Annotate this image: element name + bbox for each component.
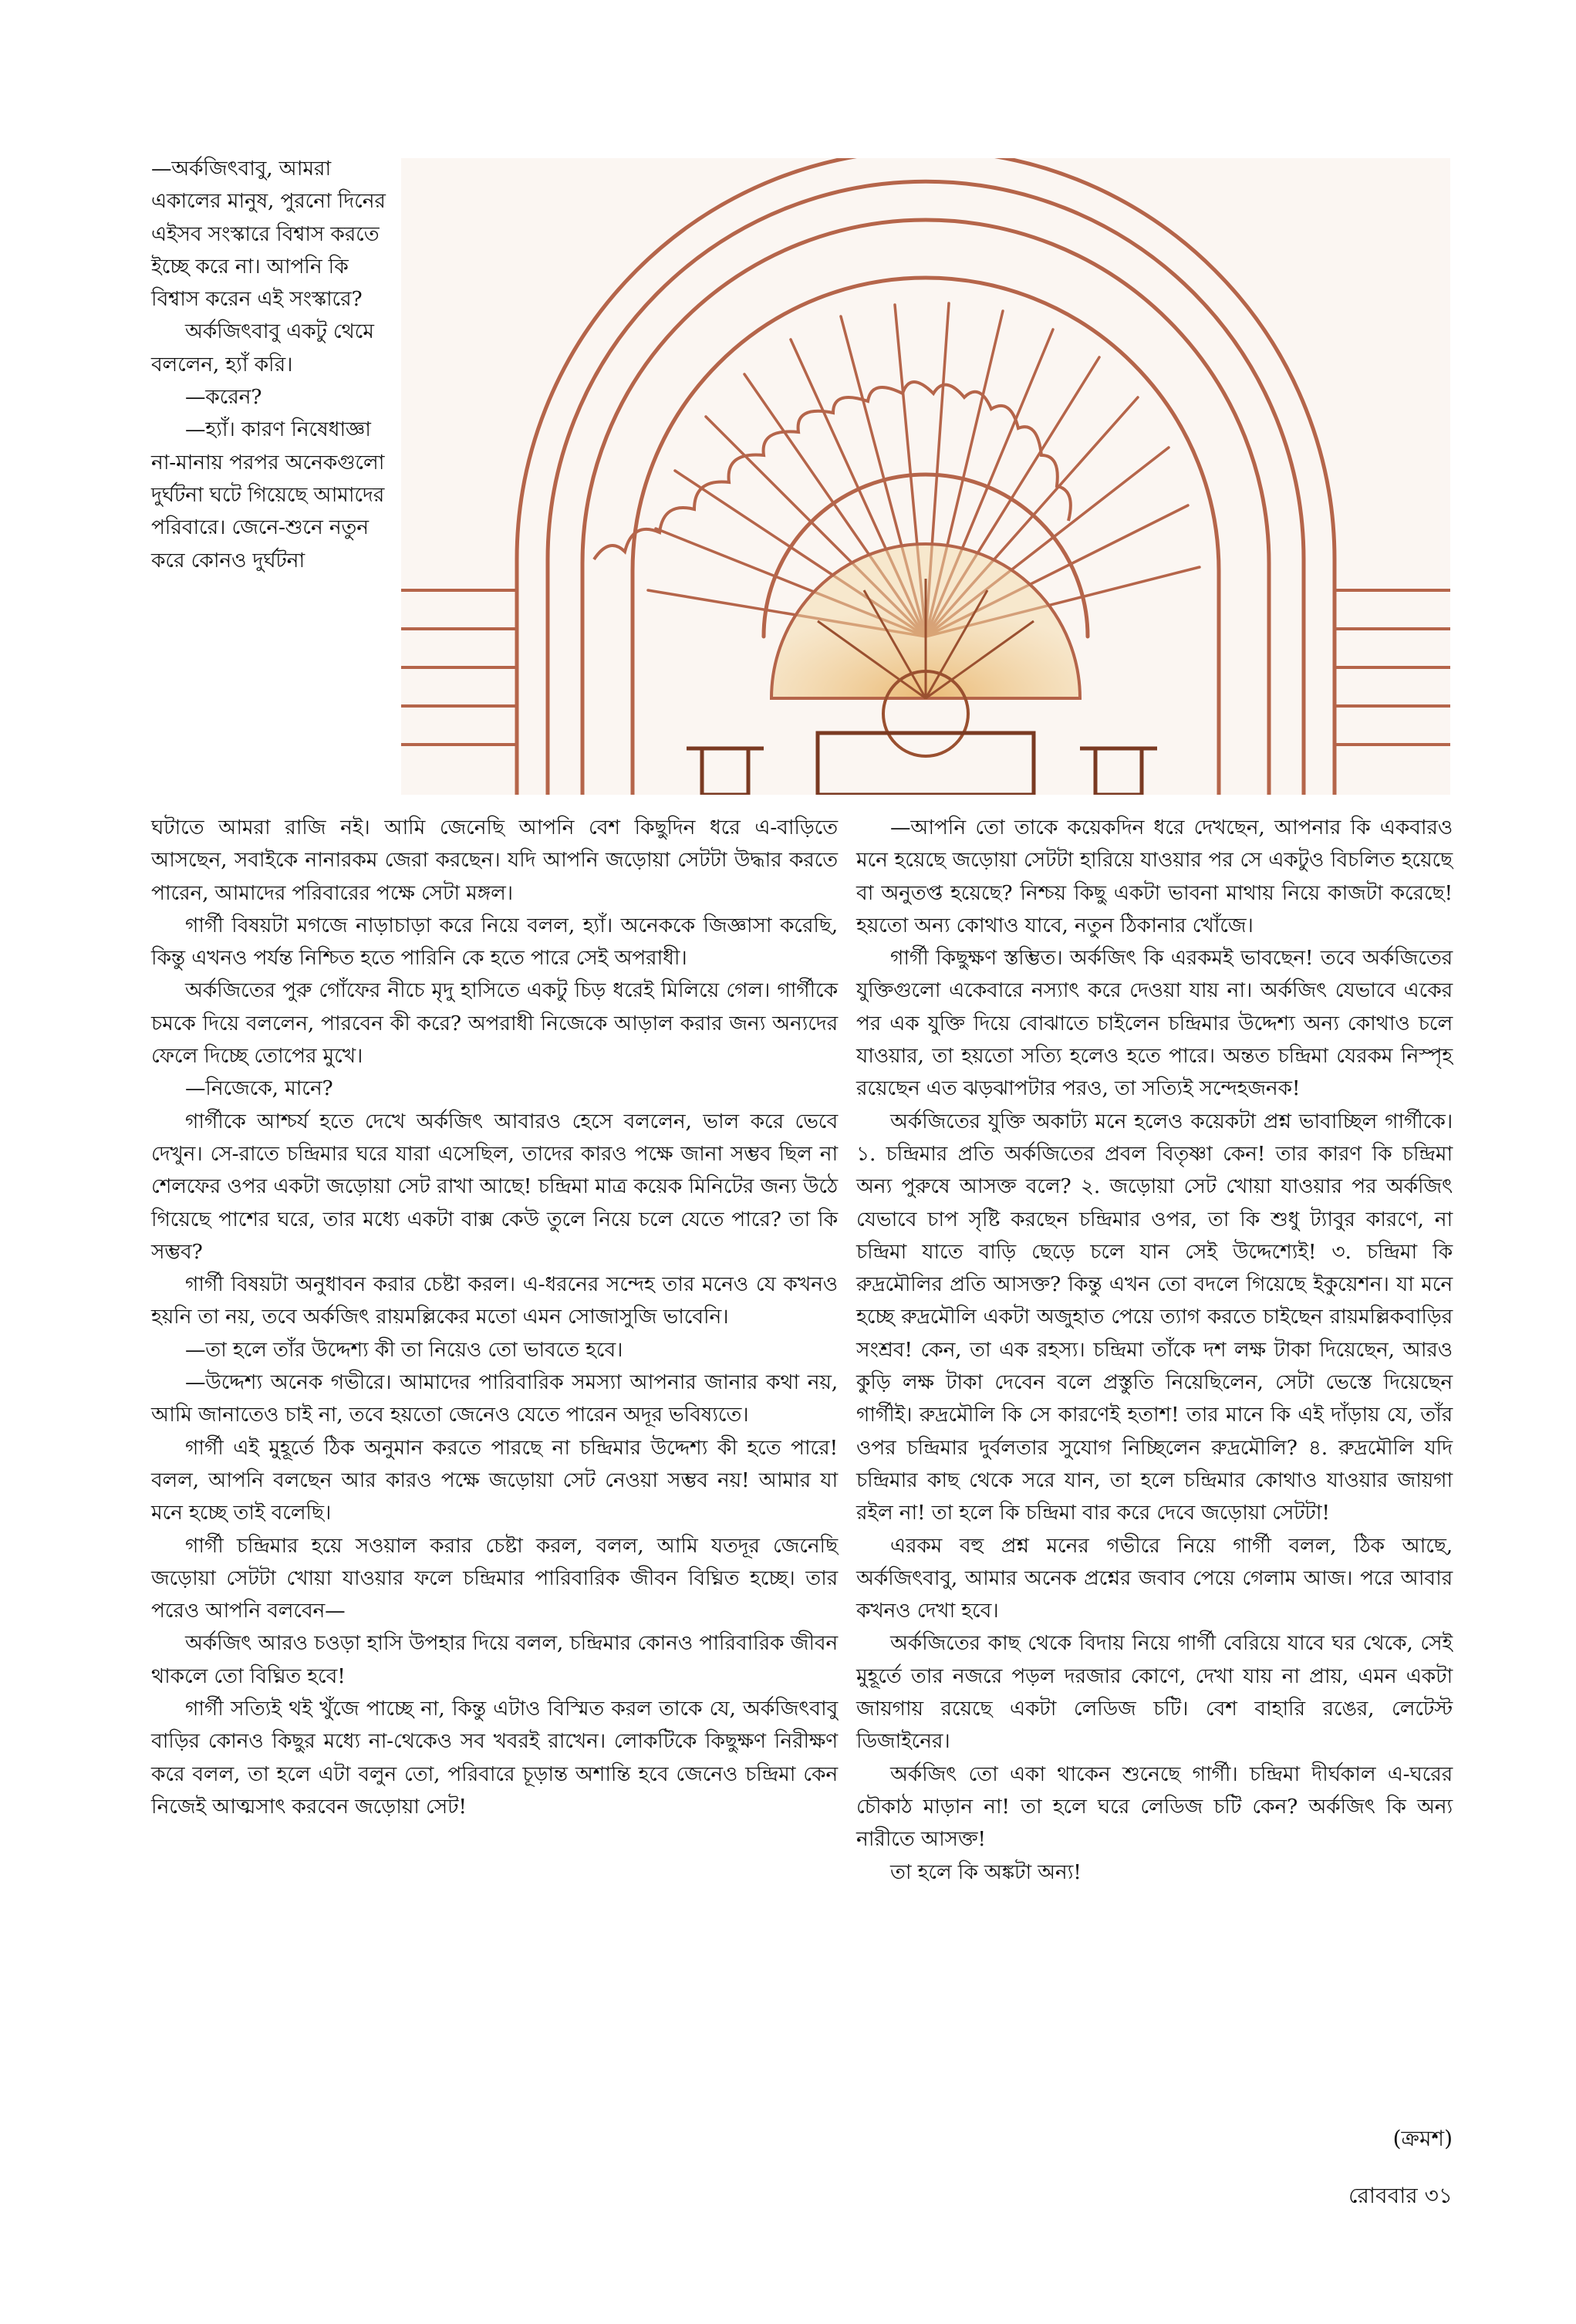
paragraph: অর্কজিতের পুরু গোঁফের নীচে মৃদু হাসিতে একটু চিড় ধরেই মিলিয়ে গেল। গার্গীকে চমকে দিয়ে বললেন, পারবেন কী করে? অপরাধী নিজেকে আড়াল করার জন্য অন্যদের ফেলে দিচ্ছে তোপের মুখে। (151, 978, 838, 1069)
paragraph: গার্গী এই মুহূর্তে ঠিক অনুমান করতে পারছে না চন্দ্রিমার উদ্দেশ্য কী হতে পারে! বলল, আপনি বলছেন আর কারও পক্ষে জড়োয়া সেট নেওয়া সম্ভব নয়! আমার যা মনে হচ্ছে তাই বলেছি। (151, 1435, 838, 1525)
paragraph: গার্গীকে আশ্চর্য হতে দেখে অর্কজিৎ আবারও হেসে বললেন, ভাল করে ভেবে দেখুন। সে-রাতে চন্দ্রিমার ঘরে যারা এসেছিল, তাদের কারও পক্ষে জানা সম্ভব ছিল না শেলফের ওপর একটা জড়োয়া সেট রাখা আছে! চন্দ্রিমা মাত্র কয়েক মিনিটের জন্য উঠে গিয়েছে পাশের ঘরে, তার মধ্যে একটা বাক্স কেউ তুলে নিয়ে চলে যেতে পারে? তা কি সম্ভব? (151, 1109, 838, 1264)
paragraph: —উদ্দেশ্য অনেক গভীরে। আমাদের পারিবারিক সমস্যা আপনার জানার কথা নয়, আমি জানাতেও চাই না, তবে হয়তো জেনেও যেতে পারেন অদূর ভবিষ্যতে। (151, 1370, 838, 1427)
paragraph: —হ্যাঁ। কারণ নিষেধাজ্ঞা না-মানায় পরপর অনেকগুলো দুর্ঘটনা ঘটে গিয়েছে আমাদের পরিবারে। জেনে-শুনে নতুন করে কোনও দুর্ঘটনা (151, 417, 385, 573)
column-right (856, 812, 1453, 1889)
paragraph: অর্কজিতের কাছ থেকে বিদায় নিয়ে গার্গী বেরিয়ে যাবে ঘর থেকে, সেই মুহূর্তে তার নজরে পড়ল দরজার কোণে, দেখা যায় না প্রায়, এমন একটা জায়গায় রয়েছে একটা লেডিজ চটি। বেশ বাহারি রঙের, লেটেস্ট ডিজাইনের। (856, 1631, 1453, 1754)
paragraph: গার্গী বিষয়টা মগজে নাড়াচাড়া করে নিয়ে বলল, হ্যাঁ। অনেককে জিজ্ঞাসা করেছি, কিন্তু এখনও পর্যন্ত নিশ্চিত হতে পারিনি কে হতে পারে সেই অপরাধী। (151, 913, 838, 971)
paragraph: —তা হলে তাঁর উদ্দেশ্য কী তা নিয়েও তো ভাবতে হবে। (185, 1337, 623, 1362)
paragraph: ঘটাতে আমরা রাজি নই। আমি জেনেছি আপনি বেশ কিছুদিন ধরে এ-বাড়িতে আসছেন, সবাইকে নানারকম জেরা করছেন। যদি আপনি জড়োয়া সেটটা উদ্ধার করতে পারেন, আমাদের পরিবারের পক্ষে সেটা মঙ্গল। (151, 816, 838, 905)
page-folio: রোববার ৩১ (1348, 2183, 1453, 2208)
paragraph: এরকম বহু প্রশ্ন মনের গভীরে নিয়ে গার্গী বলল, ঠিক আছে, অর্কজিৎবাবু, আমার অনেক প্রশ্নের জবাব পেয়ে গেলাম আজ। পরে আবার কখনও দেখা হবে। (856, 1533, 1453, 1623)
paragraph: —আপনি তো তাকে কয়েকদিন ধরে দেখছেন, আপনার কি একবারও মনে হয়েছে জড়োয়া সেটটা হারিয়ে যাওয়ার পর সে একটুও বিচলিত হয়েছে বা অনুতপ্ত হয়েছে? নিশ্চয় কিছু একটা ভাবনা মাথায় নিয়ে কাজটা করেছে! হয়তো অন্য কোথাও যাবে, নতুন ঠিকানার খোঁজে। (856, 816, 1453, 937)
arch-illustration (401, 158, 1450, 795)
paragraph: —নিজেকে, মানে? (185, 1076, 333, 1101)
paragraph: অর্কজিতের যুক্তি অকাট্য মনে হলেও কয়েকটা প্রশ্ন ভাবাচ্ছিল গার্গীকে। ১. চন্দ্রিমার প্রতি অর্কজিতের প্রবল বিতৃষ্ণা কেন! তার কারণ কি চন্দ্রিমা অন্য পুরুষে আসক্ত বলে? ২. জড়োয়া সেট খোয়া যাওয়ার পর অর্কজিৎ যেভাবে চাপ সৃষ্টি করছেন চন্দ্রিমার ওপর, তা কি শুধু ট্যাবুর কারণে, না চন্দ্রিমা যাতে বাড়ি ছেড়ে চলে যান সেই উদ্দেশ্যেই! ৩. চন্দ্রিমা কি রুদ্রমৌলির প্রতি আসক্ত? কিন্তু এখন তো বদলে গিয়েছে ইকুয়েশন। যা মনে হচ্ছে রুদ্রমৌলি একটা অজুহাত পেয়ে ত্যাগ করতে চাইছেন রায়মল্লিকবাড়ির সংশ্রব! কেন, তা এক রহস্য। চন্দ্রিমা তাঁকে দশ লক্ষ টাকা দিয়েছেন, আরও কুড়ি লক্ষ টাকা দেবেন বলে প্রস্তুতি নিয়েছিলেন, সেটা ভেস্তে দিয়েছেন গার্গীই। রুদ্রমৌলি কি সে কারণেই হতাশ! তার মানে কি এই দাঁড়ায় যে, তাঁর ওপর চন্দ্রিমার দুর্বলতার সুযোগ নিচ্ছিলেন রুদ্রমৌলি? ৪. রুদ্রমৌলি যদি চন্দ্রিমার কাছ থেকে সরে যান, তা হলে চন্দ্রিমার কোথাও যাওয়ার জায়গা রইল না! তা হলে কি চন্দ্রিমা বার করে দেবে জড়োয়া সেটটা! (856, 1109, 1453, 1525)
column-left-bottom (151, 812, 838, 1823)
arch-sketch-svg (401, 158, 1450, 795)
paragraph: গার্গী কিছুক্ষণ স্তম্ভিত। অর্কজিৎ কি এরকমই ভাবছেন! তবে অর্কজিতের যুক্তিগুলো একেবারে নস্যাৎ করে দেওয়া যায় না। অর্কজিৎ যেভাবে একের পর এক যুক্তি দিয়ে বোঝাতে চাইলেন চন্দ্রিমার উদ্দেশ্য অন্য কোথাও চলে যাওয়ার, তা হয়তো সত্যি হলেও হতে পারে। অন্তত চন্দ্রিমা যেরকম নিস্পৃহ রয়েছেন এত ঝড়ঝাপটার পরও, তা সত্যিই সন্দেহজনক! (856, 946, 1453, 1101)
paragraph: তা হলে কি অঙ্কটা অন্য! (890, 1860, 1082, 1884)
column-left-top (151, 153, 397, 577)
paragraph: গার্গী বিষয়টা অনুধাবন করার চেষ্টা করল। এ-ধরনের সন্দেহ তার মনেও যে কখনও হয়নি তা নয়, তবে অর্কজিৎ রায়মল্লিকের মতো এমন সোজাসুজি ভাবেনি। (151, 1272, 838, 1329)
paragraph: অর্কজিৎবাবু একটু থেমে বললেন, হ্যাঁ করি। (151, 319, 374, 377)
paragraph: অর্কজিৎ আরও চওড়া হাসি উপহার দিয়ে বলল, চন্দ্রিমার কোনও পারিবারিক জীবন থাকলে তো বিঘ্নিত হবে! (151, 1631, 838, 1688)
paragraph: গার্গী চন্দ্রিমার হয়ে সওয়াল করার চেষ্টা করল, বলল, আমি যতদূর জেনেছি জড়োয়া সেটটা খোয়া যাওয়ার ফলে চন্দ্রিমার পারিবারিক জীবন বিঘ্নিত হচ্ছে। তার পরেও আপনি বলবেন— (151, 1533, 838, 1623)
paragraph: —অর্কজিৎবাবু, আমরা একালের মানুষ, পুরনো দিনের এইসব সংস্কারে বিশ্বাস করতে ইচ্ছে করে না। আপনি কি বিশ্বাস করেন এই সংস্কারে? (151, 157, 386, 312)
paragraph: অর্কজিৎ তো একা থাকেন শুনেছে গার্গী। চন্দ্রিমা দীর্ঘকাল এ-ঘরের চৌকাঠ মাড়ান না! তা হলে ঘরে লেডিজ চটি কেন? অর্কজিৎ কি অন্য নারীতে আসক্ত! (856, 1762, 1453, 1852)
paragraph: গার্গী সত্যিই থই খুঁজে পাচ্ছে না, কিন্তু এটাও বিস্মিত করল তাকে যে, অর্কজিৎবাবু বাড়ির কোনও কিছুর মধ্যে না-থেকেও সব খবরই রাখেন। লোকটিকে কিছুক্ষণ নিরীক্ষণ করে বলল, তা হলে এটা বলুন তো, পরিবারে চূড়ান্ত অশান্তি হবে জেনেও চন্দ্রিমা কেন নিজেই আত্মসাৎ করবেন জড়োয়া সেট! (151, 1697, 838, 1819)
paragraph: —করেন? (185, 385, 262, 410)
continued-label: (ক্রমশ) (1392, 2126, 1453, 2151)
